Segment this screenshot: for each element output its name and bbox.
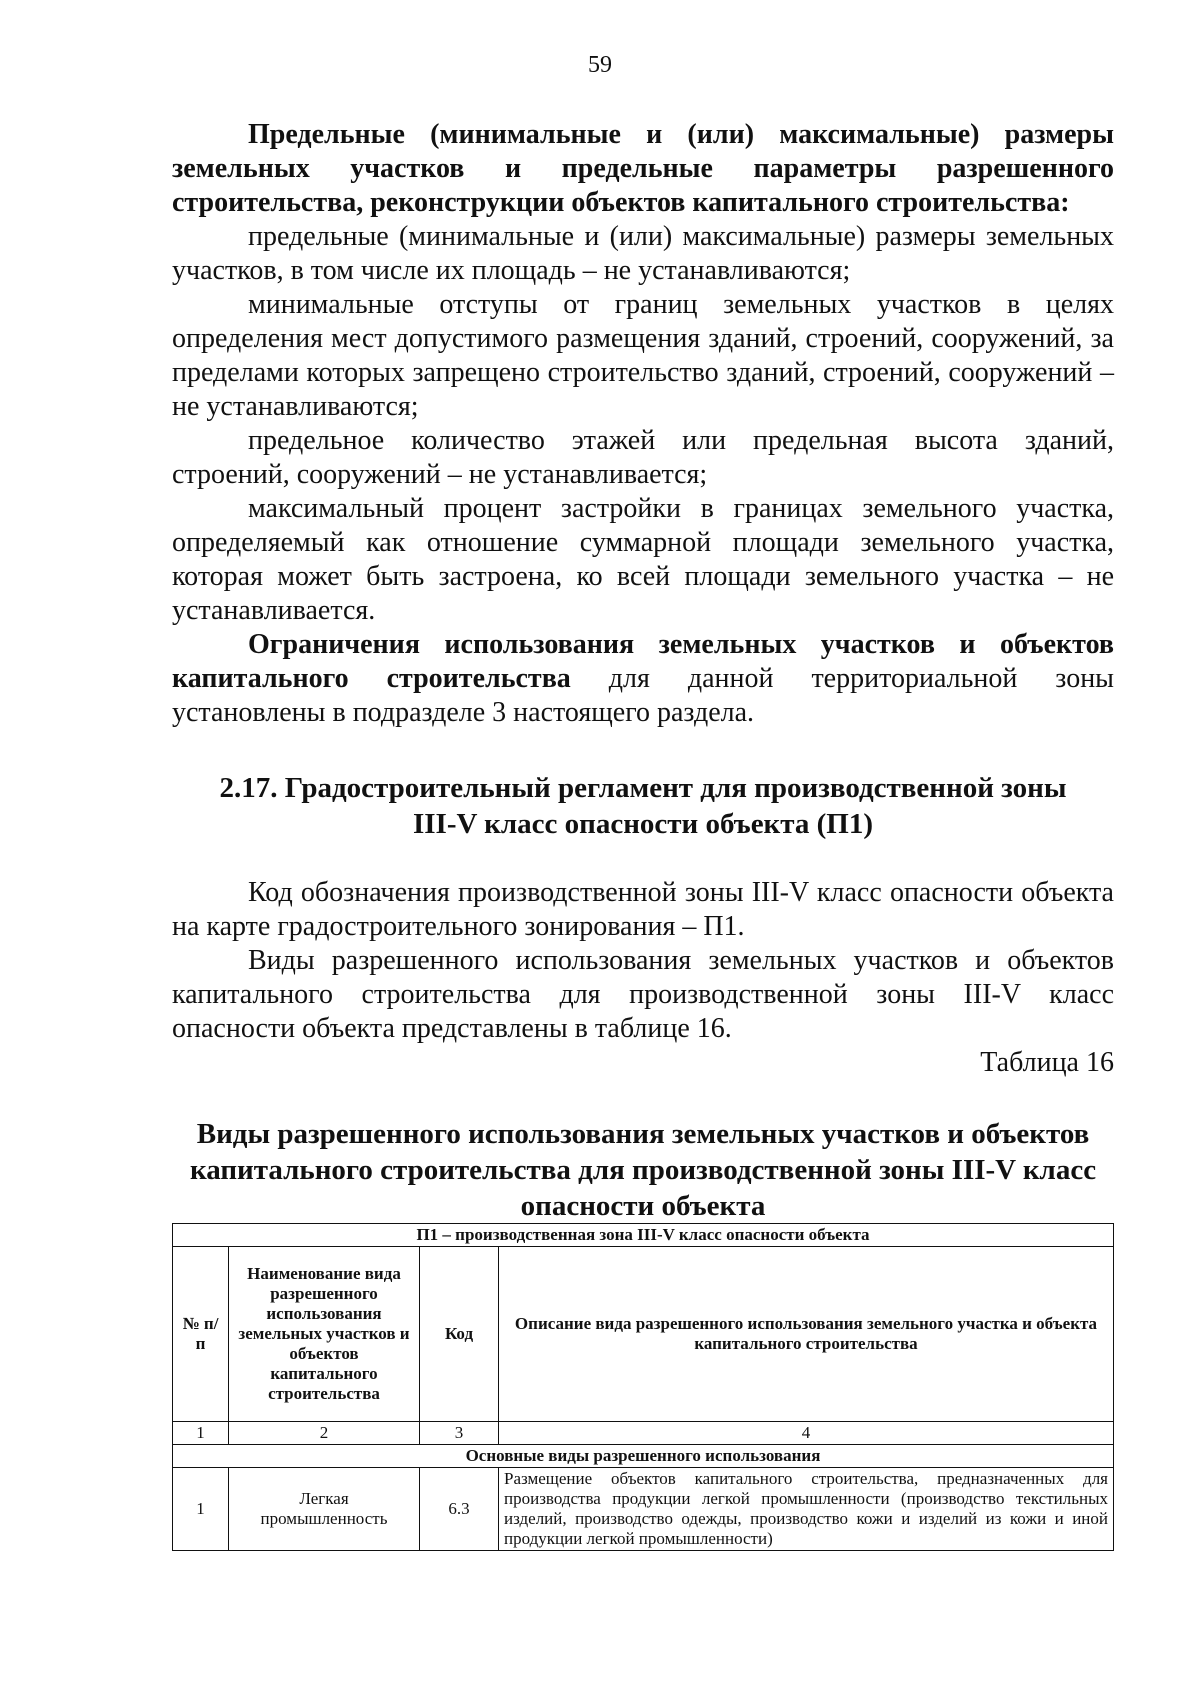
row-name: Легкая промышленность bbox=[229, 1468, 420, 1551]
table-title-line: капитального строительства для производственной зоны III-V класс bbox=[189, 1154, 1097, 1186]
page-number: 59 bbox=[588, 52, 612, 78]
table-header-row bbox=[173, 1247, 1114, 1422]
paragraph-zone-code: Код обозначения производственной зоны III-V класс опасности объекта на карте градостроительного зонирования – П1. bbox=[172, 877, 1114, 942]
paragraph-limits-heading bbox=[172, 118, 1114, 220]
table-title bbox=[172, 1116, 1114, 1224]
usage-table bbox=[172, 1223, 1114, 1551]
header-name: Наименование вида разрешенного использования земельных участков и объектов капитального строительства bbox=[229, 1247, 420, 1422]
paragraph-bold: Предельные (минимальные и (или) максимальные) размеры земельных участков и предельные параметры разрешенного строительства, реконструкции объектов капитального строительства: bbox=[172, 119, 1114, 218]
table-caption: Таблица 16 bbox=[980, 1047, 1114, 1078]
column-number: 3 bbox=[420, 1422, 499, 1445]
column-number: 4 bbox=[499, 1422, 1114, 1445]
paragraph-coverage: максимальный процент застройки в границах земельного участка, определяемый как отношение суммарной площади земельного участка, которая может быть застроена, ко всей площади земельного участка – не устанавливается. bbox=[172, 493, 1114, 626]
table-zone-row bbox=[173, 1224, 1114, 1247]
header-code: Код bbox=[420, 1247, 499, 1422]
row-code: 6.3 bbox=[420, 1468, 499, 1551]
table-column-numbers-row bbox=[173, 1422, 1114, 1445]
document-body bbox=[172, 118, 1114, 1224]
row-description: Размещение объектов капитального строительства, предназначенных для производства продукции легкой промышленности (производство текстильных изделий, производство одежды, производство кожи и изделий из кожи и иной продукции легкой промышленности) bbox=[499, 1468, 1114, 1551]
table-row bbox=[173, 1468, 1114, 1551]
header-num: № п/п bbox=[173, 1247, 229, 1422]
header-description: Описание вида разрешенного использования земельного участка и объекта капитального строительства bbox=[499, 1247, 1114, 1422]
section-title-line: III-V класс опасности объекта (П1) bbox=[412, 808, 873, 840]
row-num: 1 bbox=[173, 1468, 229, 1551]
paragraph-text: для данной территориальной зоны установлены в подразделе 3 настоящего раздела. bbox=[172, 663, 1114, 728]
paragraph-usage-types: Виды разрешенного использования земельных участков и объектов капитального строительства для производственной зоны III-V класс опасности объекта представлены в таблице 16. bbox=[172, 945, 1114, 1044]
paragraph-plot-sizes: предельные (минимальные и (или) максимальные) размеры земельных участков, в том числе их площадь – не устанавливаются; bbox=[172, 221, 1114, 286]
table-title-line: опасности объекта bbox=[520, 1190, 766, 1222]
section-title bbox=[172, 770, 1114, 842]
zone-header-cell: П1 – производственная зона III-V класс опасности объекта bbox=[173, 1224, 1114, 1247]
table-group-row bbox=[173, 1445, 1114, 1468]
section-title-line: 2.17. Градостроительный регламент для производственной зоны bbox=[219, 772, 1067, 804]
paragraph-bold: Ограничения использования земельных участков и объектов капитального строительства bbox=[172, 629, 1114, 694]
table-title-line: Виды разрешенного использования земельных участков и объектов bbox=[196, 1118, 1090, 1150]
paragraph-floors: предельное количество этажей или предельная высота зданий, строений, сооружений – не устанавливается; bbox=[172, 425, 1114, 490]
column-number: 1 bbox=[173, 1422, 229, 1445]
paragraph-restrictions bbox=[172, 628, 1114, 730]
group-header-cell: Основные виды разрешенного использования bbox=[173, 1445, 1114, 1468]
paragraph-setbacks: минимальные отступы от границ земельных участков в целях определения мест допустимого размещения зданий, строений, сооружений, за пределами которых запрещено строительство зданий, строений, сооружений – не устанавливаются; bbox=[172, 289, 1114, 422]
column-number: 2 bbox=[229, 1422, 420, 1445]
